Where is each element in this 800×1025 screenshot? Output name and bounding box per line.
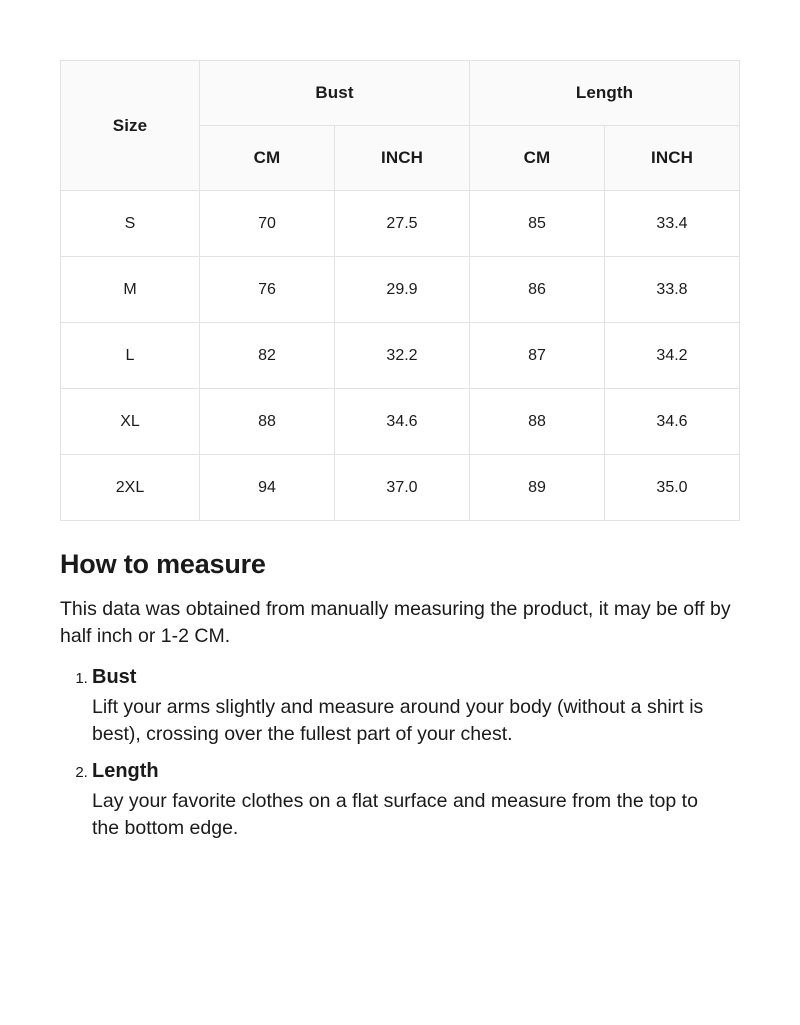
column-group-header-bust: Bust xyxy=(200,61,470,126)
cell-bust-cm: 94 xyxy=(200,455,335,521)
cell-length-inch: 34.2 xyxy=(605,323,740,389)
cell-size: M xyxy=(61,257,200,323)
cell-bust-inch: 27.5 xyxy=(335,191,470,257)
table-row xyxy=(61,389,740,455)
how-to-measure-intro: This data was obtained from manually measuring the product, it may be off by half inch or 1-2 CM. xyxy=(60,598,731,647)
cell-length-inch: 35.0 xyxy=(605,455,740,521)
column-header-bust-inch: INCH xyxy=(335,126,470,191)
cell-bust-inch: 32.2 xyxy=(335,323,470,389)
cell-bust-inch: 29.9 xyxy=(335,257,470,323)
measure-item-title: 2. Length xyxy=(92,759,159,782)
table-row xyxy=(61,257,740,323)
column-header-length-cm: CM xyxy=(470,126,605,191)
cell-bust-cm: 76 xyxy=(200,257,335,323)
table-body xyxy=(61,191,740,521)
cell-length-inch: 33.8 xyxy=(605,257,740,323)
cell-size: L xyxy=(61,323,200,389)
cell-bust-inch: 34.6 xyxy=(335,389,470,455)
cell-bust-inch: 37.0 xyxy=(335,455,470,521)
table-row xyxy=(61,455,740,521)
list-item xyxy=(92,664,740,748)
table-row xyxy=(61,191,740,257)
cell-length-cm: 88 xyxy=(470,389,605,455)
cell-size: S xyxy=(61,191,200,257)
column-header-length-inch: INCH xyxy=(605,126,740,191)
table-header-row-groups xyxy=(61,61,740,126)
list-item xyxy=(92,758,740,842)
table-row xyxy=(61,323,740,389)
cell-size: XL xyxy=(61,389,200,455)
cell-bust-cm: 82 xyxy=(200,323,335,389)
table-header xyxy=(61,61,740,191)
cell-length-inch: 33.4 xyxy=(605,191,740,257)
cell-length-cm: 86 xyxy=(470,257,605,323)
cell-size: 2XL xyxy=(61,455,200,521)
measure-item-title: 1. Bust xyxy=(92,665,137,688)
measure-item-body: Lift your arms slightly and measure around your body (without a shirt is best), crossing over the fullest part of your chest. xyxy=(92,695,704,745)
cell-length-inch: 34.6 xyxy=(605,389,740,455)
measure-item-body: Lay your favorite clothes on a flat surface and measure from the top to the bottom edge. xyxy=(92,789,698,839)
cell-length-cm: 85 xyxy=(470,191,605,257)
how-to-measure-title: How to measure xyxy=(60,549,266,579)
size-chart-table xyxy=(60,60,740,521)
column-header-bust-cm: CM xyxy=(200,126,335,191)
cell-length-cm: 89 xyxy=(470,455,605,521)
measure-instructions-list xyxy=(60,664,740,842)
cell-bust-cm: 70 xyxy=(200,191,335,257)
cell-bust-cm: 88 xyxy=(200,389,335,455)
column-header-size: Size xyxy=(61,61,200,191)
column-group-header-length: Length xyxy=(470,61,740,126)
cell-length-cm: 87 xyxy=(470,323,605,389)
